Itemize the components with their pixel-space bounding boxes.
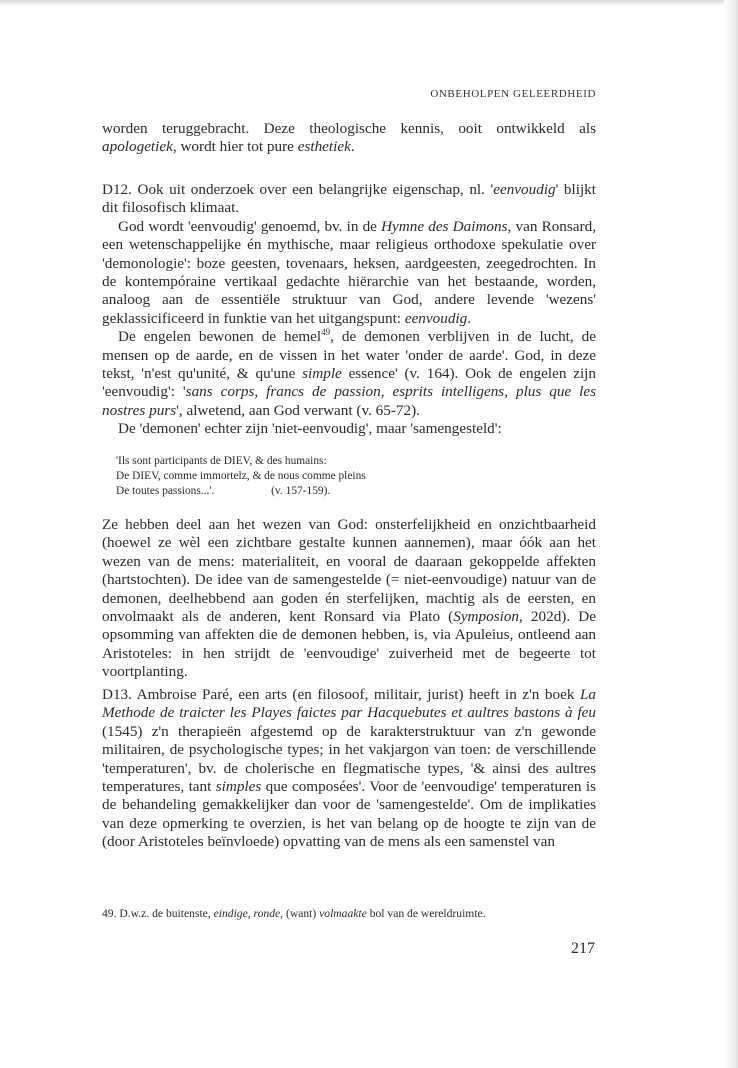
verse-quote — [116, 454, 496, 499]
page-top-edge — [0, 0, 738, 6]
footnote-49: 49. D.w.z. de buitenste, eindige, ronde, (want) volmaakte bol van de wereldruimte. — [102, 907, 486, 920]
quote-line: 'Ils sont participants de DIEV, & des humains: — [116, 455, 327, 467]
paragraph-after-quote: Ze hebben deel aan het wezen van God: onsterfelijkheid en onzichtbaarheid (hoewel ze wèl een zichtbare gestalte kunnen aannemen), maar óók aan het wezen van de mens: materialiteit, en vooral de daaraan gekoppelde affekten (hartstochten). De idee van de samengestelde (= niet-eenvoudige) natuur van de demonen, deelhebbend aan goden én sterfelijken, machtig als de eersten, en onvolmaakt als de anderen, kent Ronsard via Plato (Symposion, 202d). De opsomming van affekten die de demonen hebben, is, via Apuleius, ontleend aan Aristoteles: in hen strijdt de 'eenvoudige' zuiverheid met de begeerte tot voortplanting. — [102, 516, 596, 681]
d12-paragraph-4: De 'demonen' echter zijn 'niet-eenvoudig', maar 'samengesteld': — [118, 420, 502, 438]
d12-paragraph-2: God wordt 'eenvoudig' genoemd, bv. in de Hymne des Daimons, van Ronsard, een wetenschappelijke én mythische, maar religieus orthodoxe spekulatie over 'demonologie': boze geesten, tovenaars, heksen, aardgeesten, zeegedrochten. In de kontempóraine vertikaal gedachte hiërarchie van het bestaande, worden, analoog aan de essentiële struktuur van God, andere levende 'wezens' geklassicificeerd in funktie van het uitgangspunt: eenvoudig. — [102, 217, 597, 327]
page-right-edge — [724, 0, 738, 1068]
running-head: ONBEHOLPEN GELEERDHEID — [430, 88, 596, 100]
d12-paragraph-3: De engelen bewonen de hemel$^{49}$, de demonen verblijven in de lucht, de mensen op de aarde, en de vissen in het water 'onder de aarde'. God, in deze tekst, 'n'est qu'unité, & qu'une simple essence' (v. 164). Ook de engelen zijn 'eenvoudig': 'sans corps, francs de passion, esprits intelligens, plus que les nostres purs', alwetend, aan God verwant (v. 65-72). — [102, 327, 596, 419]
footnote-ref-49[interactable]: 49 — [321, 327, 331, 338]
section-d12 — [102, 181, 596, 439]
section-d13: D13. Ambroise Paré, een arts (en filosoof, militair, jurist) heeft in z'n boek La Methode de traicter les Playes faictes par Hacquebutes et aultres bastons à feu (1545) z'n therapieën afgestemd op de karakterstruktuur van z'n gewonde militairen, de psychologische types; in het vakjargon van toen: de verschillende 'temperaturen', bv. de cholerische en flegmatische types, '& ainsi des aultres temperatures, tant simples que composées'. Voor de 'eenvoudige' temperaturen is de behandeling gemakkelijker dan voor de 'samengestelde'. Om de implikaties van deze opmerking te overzien, is het van belang op de hoogte te zijn van de (door Aristoteles beïnvloede) opvatting van de mens als een samenstel van — [102, 686, 596, 851]
quote-line: De toutes passions...'. (v. 157-159). — [116, 485, 331, 497]
page-number: 217 — [571, 940, 595, 957]
quote-line: De DIEV, comme immortelz, & de nous comme pleins — [116, 470, 366, 482]
d12-paragraph-1: D12. Ook uit onderzoek over een belangrijke eigenschap, nl. 'eenvoudig' blijkt dit filosofisch klimaat. — [102, 181, 596, 217]
paragraph-intro: worden teruggebracht. Deze theologische kennis, ooit ontwikkeld als apologetiek, wordt hier tot pure esthetiek. — [102, 120, 596, 156]
